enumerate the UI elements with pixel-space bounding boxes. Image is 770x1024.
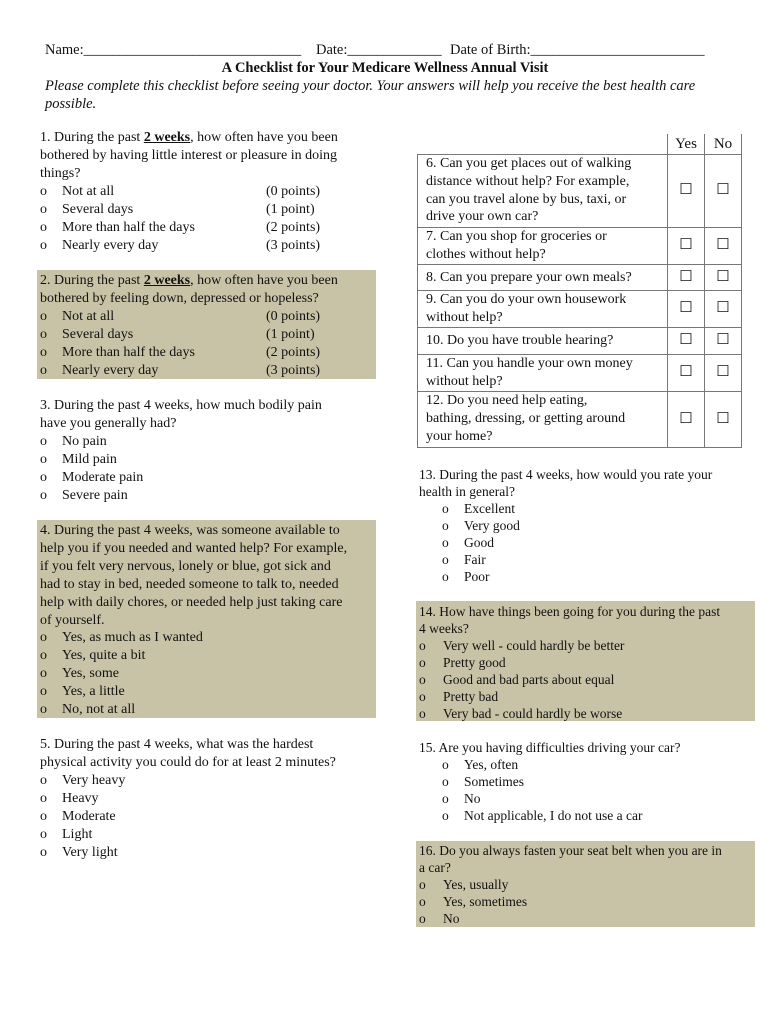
q14-option-3[interactable]: o Pretty bad [419,689,499,704]
radio-bullet[interactable]: o [40,773,47,788]
q5-text-line-1: 5. During the past 4 weeks, what was the hardest [40,737,314,752]
radio-bullet[interactable]: o [442,808,449,823]
table-row [418,228,742,265]
q2-text-line-1: 2. During the past 2 weeks, how often have you been [40,273,338,288]
q3-option-2[interactable]: o Moderate pain [40,470,144,485]
q16-option-0[interactable]: o Yes, usually [419,877,509,892]
instructions-line-1: Please complete this checklist before seeing your doctor. Your answers will help you receive the best health care [45,78,696,94]
instructions-line-2: possible. [45,96,97,112]
q15-option-0[interactable]: o Yes, often [442,757,519,772]
q3-text-line-1: 3. During the past 4 weeks, how much bodily pain [40,398,322,413]
q2-points-3: (3 points) [266,363,321,378]
radio-bullet[interactable]: o [40,452,47,467]
radio-bullet[interactable]: o [419,638,426,653]
q16-option-1[interactable]: o Yes, sometimes [419,894,528,909]
radio-bullet[interactable]: o [442,518,449,533]
q8-text: 8. Can you prepare your own meals? [418,265,668,291]
q11-no-checkbox[interactable]: ☐ [705,355,742,392]
q6-no-checkbox[interactable]: ☐ [705,155,742,228]
q5-option-0[interactable]: o Very heavy [40,773,126,788]
radio-bullet[interactable]: o [40,684,47,699]
q1-points-2: (2 points) [266,220,321,235]
radio-bullet[interactable]: o [419,877,426,892]
q1-points-1: (1 point) [266,202,315,217]
q16-text-line-1: 16. Do you always fasten your seat belt when you are in [419,843,722,858]
q4-text-line-2: help you if you needed and wanted help? For example, [40,541,348,556]
radio-bullet[interactable]: o [442,791,449,806]
q14-text-line-1: 14. How have things been going for you during the past [419,604,721,619]
radio-bullet[interactable]: o [40,702,47,717]
q9-yes-checkbox[interactable]: ☐ [668,291,705,328]
q13-option-4[interactable]: o Poor [442,569,490,584]
q2-text-line-2: bothered by feeling down, depressed or hopeless? [40,291,319,306]
dob-label: Date of Birth:________________________ [450,42,705,58]
q4-option-4[interactable]: o No, not at all [40,702,136,717]
q15-text-line-1: 15. Are you having difficulties driving your car? [419,740,681,755]
q1-points-3: (3 points) [266,238,321,253]
q13-option-3[interactable]: o Fair [442,552,486,567]
q10-text: 10. Do you have trouble hearing? [418,328,668,355]
name-field[interactable] [45,42,301,60]
q1-option-0[interactable]: o Not at all [40,184,115,199]
q3-option-3[interactable]: o Severe pain [40,488,128,503]
q1-option-1[interactable]: o Several days [40,202,134,217]
q15-option-2[interactable]: o No [442,791,481,806]
q16-text-line-2: a car? [419,860,451,875]
q7-no-checkbox[interactable]: ☐ [705,228,742,265]
no-header: No [705,134,742,155]
q3-text-line-2: have you generally had? [40,416,177,431]
q5-option-2[interactable]: o Moderate [40,809,116,824]
radio-bullet[interactable]: o [40,791,47,806]
q4-option-3[interactable]: o Yes, a little [40,684,125,699]
q4-option-1[interactable]: o Yes, quite a bit [40,648,146,663]
radio-bullet[interactable]: o [442,501,449,516]
radio-bullet[interactable]: o [40,470,47,485]
q4-option-0[interactable]: o Yes, as much as I wanted [40,630,203,645]
q13-option-0[interactable]: o Excellent [442,501,515,516]
radio-bullet[interactable]: o [419,706,426,721]
q12-no-checkbox[interactable]: ☐ [705,392,742,448]
radio-bullet[interactable]: o [40,630,47,645]
q5-option-4[interactable]: o Very light [40,845,118,860]
q15-option-1[interactable]: o Sometimes [442,774,524,789]
q2-option-2[interactable]: o More than half the days [40,345,195,360]
radio-bullet[interactable]: o [40,327,47,342]
radio-bullet[interactable]: o [40,220,47,235]
q6-yes-checkbox[interactable]: ☐ [668,155,705,228]
q2-option-0[interactable]: o Not at all [40,309,115,324]
q3-option-0[interactable]: o No pain [40,434,107,449]
q14-option-1[interactable]: o Pretty good [419,655,506,670]
q14-option-4[interactable]: o Very bad - could hardly be worse [419,706,623,721]
q2-points-1: (1 point) [266,327,315,342]
q1-text-line-1: 1. During the past 2 weeks, how often have you been [40,130,338,145]
radio-bullet[interactable]: o [40,488,47,503]
q11-text: 11. Can you handle your own money without help? [418,355,668,392]
q13-option-2[interactable]: o Good [442,535,494,550]
radio-bullet[interactable]: o [40,309,47,324]
page-title: A Checklist for Your Medicare Wellness Annual Visit [221,60,549,76]
q14-text-line-2: 4 weeks? [419,621,469,636]
radio-bullet[interactable]: o [40,238,47,253]
radio-bullet[interactable]: o [40,434,47,449]
q9-text: 9. Can you do your own housework without help? [418,291,668,328]
table-header-blank [418,134,668,155]
q11-yes-checkbox[interactable]: ☐ [668,355,705,392]
radio-bullet[interactable]: o [419,894,426,909]
date-field[interactable] [316,42,442,60]
q5-option-1[interactable]: o Heavy [40,791,99,806]
q10-no-checkbox[interactable]: ☐ [705,328,742,355]
q2-points-2: (2 points) [266,345,321,360]
radio-bullet[interactable]: o [40,648,47,663]
q2-option-1[interactable]: o Several days [40,327,134,342]
q5-text-line-2: physical activity you could do for at least 2 minutes? [40,755,336,770]
q2-emphasis: 2 weeks [143,273,191,288]
q1-points-0: (0 points) [266,184,321,199]
date-label: Date:_____________ [316,42,442,58]
q1-option-3[interactable]: o Nearly every day [40,238,159,253]
q16-option-2[interactable]: o No [419,911,460,926]
radio-bullet[interactable]: o [419,689,426,704]
q12-text: 12. Do you need help eating, bathing, dressing, or getting around your home? [418,392,668,448]
radio-bullet[interactable]: o [40,363,47,378]
q7-yes-checkbox[interactable]: ☐ [668,228,705,265]
dob-field[interactable] [450,42,705,60]
table-row [418,265,742,291]
q4-text-line-5: help with daily chores, or needed help just taking care [40,595,343,610]
table-row [418,355,742,392]
q6-text: 6. Can you get places out of walking distance without help? For example, can you travel alone by bus, taxi, or drive your own car? [418,155,668,228]
radio-bullet[interactable]: o [40,202,47,217]
radio-bullet[interactable]: o [419,911,426,926]
q1-emphasis: 2 weeks [143,130,191,145]
q4-text-line-1: 4. During the past 4 weeks, was someone available to [40,523,340,538]
name-label: Name:______________________________ [45,42,302,58]
q7-text: 7. Can you shop for groceries or clothes without help? [418,228,668,265]
q13-text-line-1: 13. During the past 4 weeks, how would you rate your [419,467,713,482]
q14-option-0[interactable]: o Very well - could hardly be better [419,638,625,653]
radio-bullet[interactable]: o [442,757,449,772]
q8-yes-checkbox[interactable]: ☐ [668,265,705,291]
radio-bullet[interactable]: o [442,552,449,567]
radio-bullet[interactable]: o [40,345,47,360]
table-row [418,328,742,355]
q4-text-line-3: if you felt very nervous, lonely or blue, got sick and [40,559,331,574]
q8-no-checkbox[interactable]: ☐ [705,265,742,291]
radio-bullet[interactable]: o [40,809,47,824]
radio-bullet[interactable]: o [40,184,47,199]
q14-option-2[interactable]: o Good and bad parts about equal [419,672,615,687]
q2-option-3[interactable]: o Nearly every day [40,363,159,378]
q3-option-1[interactable]: o Mild pain [40,452,117,467]
table-row [418,291,742,328]
radio-bullet[interactable]: o [419,672,426,687]
q1-text-line-2: bothered by having little interest or pleasure in doing [40,148,338,163]
table-row [418,392,742,448]
q13-text-line-2: health in general? [419,484,515,499]
q2-points-0: (0 points) [266,309,321,324]
q1-option-2[interactable]: o More than half the days [40,220,195,235]
q5-option-3[interactable]: o Light [40,827,93,842]
q13-option-1[interactable]: o Very good [442,518,520,533]
q9-no-checkbox[interactable]: ☐ [705,291,742,328]
q4-option-2[interactable]: o Yes, some [40,666,119,681]
radio-bullet[interactable]: o [442,535,449,550]
q1-text-line-3: things? [40,166,81,181]
q12-yes-checkbox[interactable]: ☐ [668,392,705,448]
radio-bullet[interactable]: o [40,666,47,681]
q15-option-3[interactable]: o Not applicable, I do not use a car [442,808,643,823]
q10-yes-checkbox[interactable]: ☐ [668,328,705,355]
radio-bullet[interactable]: o [442,569,449,584]
q4-text-line-6: of yourself. [40,613,105,628]
radio-bullet[interactable]: o [419,655,426,670]
table-row [418,155,742,228]
yes-header: Yes [668,134,705,155]
yes-no-table [417,134,742,448]
radio-bullet[interactable]: o [40,845,47,860]
radio-bullet[interactable]: o [40,827,47,842]
q4-text-line-4: had to stay in bed, needed someone to talk to, needed [40,577,339,592]
radio-bullet[interactable]: o [442,774,449,789]
